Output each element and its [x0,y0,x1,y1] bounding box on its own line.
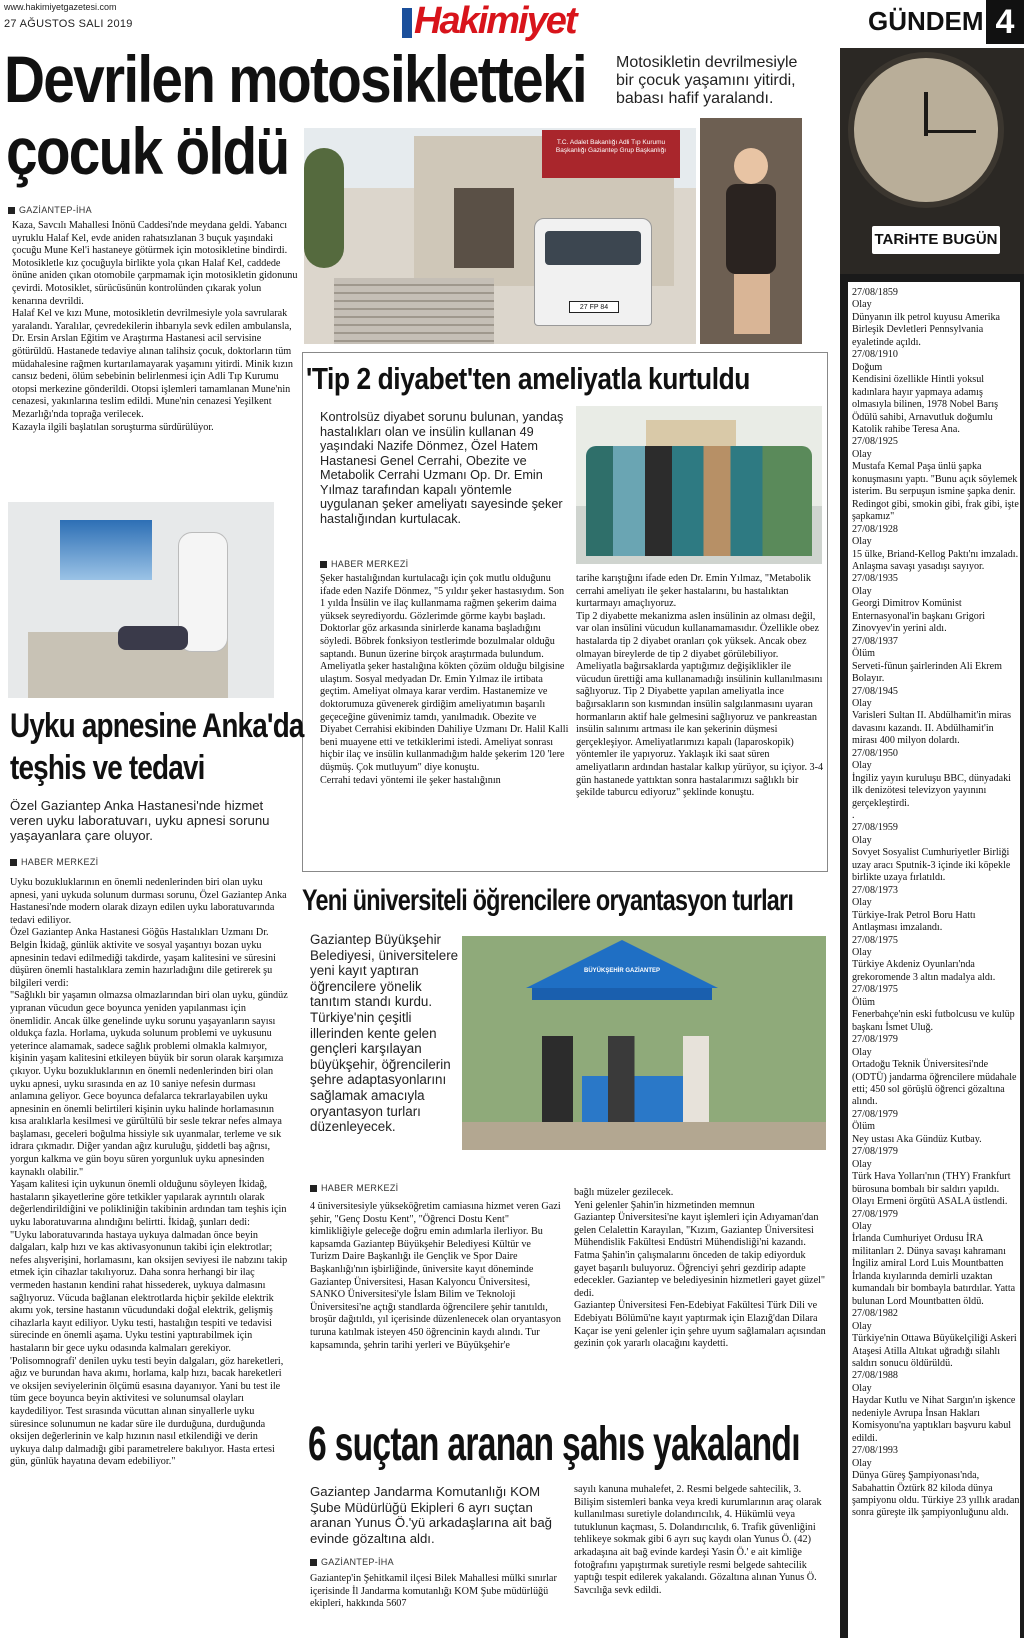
story5-body-col2: sayılı kanuna muhalefet, 2. Resmi belgede sahtecilik, 3. Bilişim sistemleri banka veya kredi kurumlarının araç olarak kullanılması suretiyle dolandırıcılık, 4. Hükümlü veya tutuklunun kaçması, 5. Dolandırıcılık, 6. Trafik güvenliğini tehlikeye sokmak gibi 6 ayrı suç kaydı olan Yunus Ö. (42) arkadaşına ait bağ evinde kardeşi Yasin Ö.' e ait kimliğe fotoğrafını yapıştırmak suretiyle resmi belgede sahtecilik yaptığı tespit edilerek yakalandı. Gözaltına alınan Yunus Ö. Savcılığa sevk edildi. [574,1484,822,1596]
logo-text: Hakimiyet [414,0,576,42]
story5-headline: 6 suçtan aranan şahıs yakalandı [308,1418,800,1471]
story4-deck: Gaziantep Büyükşehir Belediyesi, üniversitelere yeni kayıt yaptıran öğrencilere yönelik tanıtım standı kurdu. Türkiye'nin çeşitli illerinden kente gelen gençleri karşılayan büyükşehir, öğrencilerin şehre adaptasyonlarını sağlamak amacıyla oryantasyon turları düzenleyecek. [310,932,459,1135]
child-body [726,184,776,274]
story1-body: Kaza, Savcılı Mahallesi İnönü Caddesi'nde meydana geldi. Yabancı uyruklu Halaf Kel, evde aniden rahatsızlanan 3 buçuk yaşındaki çocuğu Mune Kel'i hastaneye götürmek için motosikletine bindirdi. Motosikletle kız çocuğuyla birlikte yola çıkan Halaf Kel, caddede önüne aniden çıkan otomobile çarpmamak için motosikletin gidonunu çevirdi. Motosiklet, sürücüsünün kontrolünden çıkarak yolun kenarına devrildi. Halaf Kel ve kızı Mune, motosikletin devrilmesiyle yola savrularak yaralandı. Yaralılar, çevredekilerin ihbarıyla sevk edilen ambulansla, Dr. Ersin Arslan Eğitim ve Araştırma Hastanesi acil servisine götürüldü. Hastanede tedaviye alınan talihsiz çocuk, doktorların tüm müdahalesine rağmen kurtarılamayarak yaşamını yitirdi. Minik kızın cansız bedeni, ölüm sebebinin belirlenmesi için Adli Tıp Kurumu otopsi merkezine gönderildi. Otopsi işlemleri tamamlanan Mune'nin cenazesi, yakınlarına teslim edildi. Mune'nin cenazesi Yeşilkent Mezarlığı'nda toprağa verilecek. Kazayla ilgili başlatılan soruşturma sürdürülüyor. [12,220,298,433]
photo-tree [304,148,344,268]
page-number-box [986,0,1024,44]
tent-label: BÜYÜKŞEHİR GAZİANTEP [583,968,660,974]
page-number: 4 [995,3,1015,41]
story1-photo-child [700,118,802,344]
tent-banner [532,988,712,1000]
story2-headline: 'Tip 2 diyabet'ten ameliyatla kurtuldu [306,361,750,396]
issue-date: 27 AĞUSTOS SALI 2019 [4,18,133,30]
clock-hand-minute [926,130,976,133]
van-windshield [545,231,641,265]
photo-stairs [334,278,494,344]
team-people [586,446,812,556]
story2-body-col1: Şeker hastalığından kurtulacağı için çok mutlu olduğunu ifade eden Nazife Dönmez, "5 yıldır şeker hastasıydım. Son 1 yılda İnsülin ve ilaç kullanmama rağmen şekerim daima yüksek seyrediyordu. Gözlerimde görme kaybı başladı. Doktorlar göz arkasında sinirlerde kanama başladığını söyledi. Böbrek fonksiyon testlerimde bozulmalar olduğu saptandı. Bunun üzerine birçok araştırmada bulundum. Ameliyatla şeker hastalığına kökten çözüm olduğu bilgisine ulaştım. Sosyal medyadan Dr. Emin Yılmaz ile irtibata geçtim. Ameliyat olmaya karar verdim. Hastanemize ve doktorumuza güvenerek girdiğim ameliyatımın başarılı geçeceğine güvenimiz tamdı, yanılmadık. Obezite ve Diyabet Cerrahisi ekibinden Dahiliye Uzmanı Dr. Halil Kalli beni muayene etti ve tetkiklerimi istedi. Ameliyat sonrası hiçbir ilaç ve insülin kullanmadığım halde şekerim 120 'lere düşmüş. Çok mutluyum" diye konuştu. Cerrahi tedavi yöntemi ile şeker hastalığının [320,573,569,786]
photo-van [534,218,652,326]
story4-body-col1: 4 üniversitesiyle yükseköğretim camiasına hizmet veren Gazi şehir, "Genç Dostu Kent", "Öğrenci Dostu Kent" kimlikliğiyle geleceğe doğru emin adımlarla ilerliyor. Bu kapsamda Gaziantep Büyükşehir Belediyesi Kültür ve Turizm Daire Başkanlığı ile Gençlik ve Spor Daire Başkanlığı'nın işbirliğinde, üniversite kayıt döneminde Gaziantep Üniversitesi, Hasan Kalyoncu Üniversitesi, SANKO Üniversitesi'yle İslam Bilim ve Teknoloji Üniversitesi'ne açtığı standlarda öğrencilere şehir tanıtıldı, broşür dağıtıldı, yıl içerisinde düzenlenecek olan oryantasyon turuna katılmak isteyen 450 öğrencinin kaydı alındı. Tur kapsamında, şehrin tarihi yerleri ve Büyükşehir'e [310,1201,561,1351]
story1-headline-line1: Devrilen motosikletteki [4,42,586,116]
story3-deck: Özel Gaziantep Anka Hastanesi'nde hizmet veren uyku laboratuvarı, uyku apnesi sorunu yaşayanlara çare oluyor. [10,798,270,843]
photo-sign: T.C. Adalet Bakanlığı Adli Tıp Kurumu Başkanlığı Gaziantep Grup Başkanlığı [542,130,680,178]
story3-byline: HABER MERKEZİ [10,857,98,867]
child-head [734,148,768,184]
van-plate: 27 FP 84 [569,301,619,313]
tent-people [542,1036,762,1126]
child-legs [734,274,770,334]
sleeplab-painting [60,520,152,580]
story5-byline: GAZİANTEP-İHA [310,1557,394,1567]
sleeplab-patient [118,626,188,650]
story1-deck: Motosikletin devrilmesiyle bir çocuk yaşamını yitirdi, babası hafif yaralandı. [616,54,798,107]
masthead-logo [402,2,607,42]
sidebar-title: TARiHTE BUGÜN [874,231,998,248]
website-url[interactable]: www.hakimiyetgazetesi.com [4,2,117,12]
section-label: GÜNDEM [868,6,984,36]
story3-headline-line2: teşhis ve tedavi [10,749,205,787]
sidebar-entries: 27/08/1859 Olay Dünyanın ilk petrol kuyusu Amerika Birleşik Devletleri Pennsylvania eyaletinde açıldı. 27/08/1910 Doğum Kendisini özellikle Hintli yoksul kadınlara hayır yapmaya adamış olmasıyla bilinen, 1978 Nobel Barış Ödülü sahibi, Arnavutluk doğumlu Katolik rahibe Teresa Ana. 27/08/1925 Olay Mustafa Kemal Paşa ünlü şapka konuşmasını yaptı. "Bunu açık söylemek isterim. Bu serpuşun ismine şapka denir. Redingot gibi, smokin gibi, frak gibi, işte şapkamız" 27/08/1928 Olay 15 ülke, Briand-Kellog Paktı'nı imzaladı. Anlaşma savaşı yasadışı sayıyor. 27/08/1935 Olay Georgi Dimitrov Komünist Enternasyonal'in başkanı Grigori Zinovyev'in yerini aldı. 27/08/1937 Ölüm Serveti-fünun şairlerinden Ali Ekrem Bolayır. 27/08/1945 Olay Varisleri Sultan II. Abdülhamit'in miras davasını kazandı. II. Abdülhamit'in mirası 400 milyon dolardı. 27/08/1950 Olay İngiliz yayın kuruluşu BBC, dünyadaki ilk denizötesi televizyon yayınını gerçekleştirdi. . 27/08/1959 Olay Sovyet Sosyalist Cumhuriyetler Birliği uzay aracı Sputnik-3 içinde iki köpekle birlikte uzaya fırlatıldı. 27/08/1973 Olay Türkiye-Irak Petrol Boru Hattı Antlaşması imzalandı. 27/08/1975 Olay Türkiye Akdeniz Oyunları'nda grekoromende 3 altın madalya aldı. 27/08/1975 Ölüm Fenerbahçe'nin eski futbolcusu ve kulüp başkanı İsmet Uluğ. 27/08/1979 Olay Ortadoğu Teknik Üniversitesi'nde (ODTÜ) jandarma öğrencilere müdahale etti; 450 sol görüşlü öğrenci gözaltına alındı. 27/08/1979 Ölüm Ney ustası Aka Gündüz Kutbay. 27/08/1979 Olay Türk Hava Yolları'nın (THY) Frankfurt bürosuna bombalı bir saldırı yapıldı. Olayı Ermeni örgütü ASALA üstlendi. 27/08/1979 Olay İrlanda Cumhuriyet Ordusu İRA militanları 2. Dünya savaşı kahramanı İngiliz amiral Lord Luis Mountbatten İrlanda kıyılarında demirli uzaktan kumandalı bir bombayla batırdılar. Yatta bulunan Lord Mountbatten öldü. 27/08/1982 Olay Türkiye'nin Ottawa Büyükelçiliği Askeri Ataşesi Atilla Altıkat uğradığı silahlı saldırı sonucu öldürüldü. 27/08/1988 Olay Haydar Kutlu ve Nihat Sargın'ın işkence nedeniyle Avrupa İnsan Hakları Komisyonu'na yaptıkları başvuru kabul edildi. 27/08/1993 Olay Dünya Güreş Şampiyonası'nda, Sabahattin Öztürk 82 kiloda dünya şampiyonu oldu. Türkiye 23 yıllık aradan sonra güreşte ilk şampiyonluğunu aldı. [852,287,1020,1519]
sidebar-title-box [872,226,1000,254]
story3-headline-line1: Uyku apnesine Anka'da [10,707,304,745]
story5-body-col1: Gaziantep'in Şehitkamil ilçesi Bilek Mahallesi mülki sınırlar içerisinde İl Jandarma komutanlığı KOM Şube müdürlüğü ekipleri, hakkında 5607 [310,1573,557,1610]
story5-deck: Gaziantep Jandarma Komutanlığı KOM Şube Müdürlüğü Ekipleri 6 ayrı suçtan aranan Yunus Ö.'yü arkadaşlarına ait bağ evinde gözaltına aldı. [310,1484,553,1546]
photo-door [454,188,514,268]
story2-body-col2: tarihe karıştığını ifade eden Dr. Emin Yılmaz, "Metabolik cerrahi ameliyatı ile şeker hastalarını, bu hastalıktan kurtarmayı amaçlıyoruz. Tip 2 diyabette mekanizma aslen insülinin az olması değil, var olan insülini vücudun kullanamamasıdır. Özellikle obez hastalarda tip 2 diyabet oranları çok yüksek. Ancak obez olmayan bireylerde de tip 2 diyabet görülebiliyor. Ameliyatla bağırsaklarda yaptığımız değişiklikler ile vücudun ürettiği ama kullanamadığı insülinin kullanılmasını sağlıyoruz. Tip 2 Diyabette yapılan ameliyatla ince bağırsakların son kısmından insülin salgılanmasını uyaran hormanların aktif hale gelmesini sağlıyoruz ve pankreastan insülin salınımı artması ile kan şekerinin düşmesi gerçekleşiyor. Ameliyatlarımızı kapalı (laparoskopik) yöntemler ile yapıyoruz. Yaklaşık iki saat süren ameliyatların ardından hastalar kalkıp yürüyor, su içiyor. 3-4 gün hastanede yattıktan sonra hastalarımızı sağlıklı bir şekilde taburcu ediyoruz" şeklinde konuştu. [576,573,824,799]
story1-photo-building [304,128,696,344]
story1-byline: GAZİANTEP-İHA [8,205,92,215]
story3-body: Uyku bozukluklarının en önemli nedenlerinden biri olan uyku apnesi, yani uykuda solunum durması sorunu, Özel Gaziantep Anka Hastanesi'nde modern olarak dizayn edilen uyku laboratuvarında tedavi ediliyor. Özel Gaziantep Anka Hastanesi Göğüs Hastalıkları Uzmanı Dr. Belgin İkidağ, günlük aktivite ve sosyal yaşantıyı bozan uyku apnesinin tedavi edilmediği takdirde, yaşam kalitesini ve süresini düşüren önemli hastalıklara zemin hazırladığını dile getirerek şu bilgileri verdi: "Sağlıklı bir yaşamın olmazsa olmazlarından biri olan uyku, gündüz yıpranan vücudun gece boyunca yeniden yapılanması için önemlidir. Ancak ülke genelinde uyku sorunu yaşayanların sayısı oldukça fazla. Horlama, uykuda solunum problemi ve uykusunu yeterince alamamak, sadece sağlık problemi olmakla kalmıyor, kişinin yaşam kalitesini etkileyen büyük bir sorun olarak karşımıza çıkıyor. Uyku bozukluklarının en önemli nedenlerinden biri olan uyku apnesi, uyku sırasında en az 10 saniye nefesin durması anlamına geliyor. Gece boyunca defalarca tekrarlayabilen uyku apnesinin en önemli belirtileri kişinin uyku halinde horlamasının kısa aralıklarla kesilmesi ve gürültülü bir sesle tekrar nefes almaya başlaması, geceleri boğulma hissiyle sık uyanmalar, terleme ve sık idrara çıkmadır. Diğer yandan ağız kuruluğu, şiddetli baş ağrısı, yorgun kalkma ve gün boyu süren yorgunluk uyku apnesinden kaynaklı olabilir." Yaşam kalitesi için uykunun önemli olduğunu söyleyen İkidağ, hastaların şikayetlerine göre tetkikler yapılarak ayrıntılı olarak değerlendirildiğini ve polikliniğin takibinin ardından tam teşhis için uyku laboratuvarına alındığını belirtti. İkidağ, şunları dedi: "Uyku laboratuvarında hastaya uykuya dalmadan önce beyin dalgaları, kalp hızı ve kas aktivasyonunun takibi için elektrotlar; nefes alışverişini, horlamasını, kan oksijen seviyesi ile nabzını takip etmek için cihazlar takılıyoruz. Daha sonra herhangi bir ilaç vermeden hastanın kendini rahat hissederek, uykuya dalmasını sağlıyoruz. Vücuda bağlanan elektrotlarda hiçbir şekilde elektrik akımı yok, tersine hastanın vücudundaki doğal elektrik, gelişmiş cihazlarla kayıt ediliyor. Uyku testi, hastalığın tespiti ve tedavisi sürecinde en önemli aşama. Uyku testini yaptırabilmek için hastaların bir gece uyku odasında kalmaları gerekiyor. 'Polisomnografi' denilen uyku testi beyin dalgaları, göz hareketleri, ağız ve burundan hava akımı, horlama, kalp hızı, bacak hareketleri ve oksijen seviyelerinin ölçümü esasına dayanıyor. Yani bu test ile tüm gece boyunca beyin aktivitesi ve solunumsal olayları kaydediliyor. Test sırasında vücuttan alınan sinyallerle uyku süresince solunumun ne kadar süre ile durduğuna, durduğunda oksijen değerlerinin ve kalp hızının nasıl etkilendiği ve derin uykuya dalıp dalmadığı gibi parametrelere bakılıyor. Hasta ertesi gün, günlük hayatına devam edebiliyor." [10,877,288,1468]
story4-headline: Yeni üniversiteli öğrencilere oryantasyon turları [302,884,794,917]
story4-byline: HABER MERKEZİ [310,1183,398,1193]
story1-headline-line2: çocuk öldü [6,114,289,188]
story3-photo-sleeplab [8,502,274,698]
story2-photo-team [576,406,822,564]
tent-roof [502,940,742,988]
story2-byline: HABER MERKEZİ [320,559,408,569]
tent-ground [462,1122,826,1150]
story2-deck: Kontrolsüz diyabet sorunu bulunan, yandaş hastalıkları olan ve insülin kullanan 49 yaşındaki Nazife Dönmez, Özel Hatem Hastanesi Genel Cerrahi, Obezite ve Metabolik Cerrahi Uzmanı Op. Dr. Emin Yılmaz tarafından kapalı yöntemle uygulanan şeker ameliyatı sayesinde şeker hastalığından kurtulacak. [320,410,564,526]
story4-photo-tent [462,936,826,1150]
story4-body-col2: bağlı müzeler gezilecek. Yeni gelenler Şahin'in hizmetinden memnun Gaziantep Üniversitesi'ne kayıt işlemleri için Adıyaman'dan gelen Celalettin Karayılan, "Kızım, Gaziantep Üniversitesi Mühendislik Fakültesi Endüstri Mühendisliği'ni kazandı. Fatma Şahin'in çalışmalarını önceden de takip ediyorduk gayet başarılı buluyoruz. Öğrenciyi şehri gezdirip adapte edecekler. Gaziantep ve belediyesinin hizmetleri gayet güzel" dedi. Gaziantep Üniversitesi Fen-Edebiyat Fakültesi Türk Dili ve Edebiyatı Bölümü'ne kayıt yaptırmak için Elazığ'dan Dilara Kaçar ise yeni gelenler için şehre uyum sağlamaları açısından gezinin çok yararlı olacağını kaydetti. [574,1187,826,1350]
logo-stripe [402,8,412,38]
